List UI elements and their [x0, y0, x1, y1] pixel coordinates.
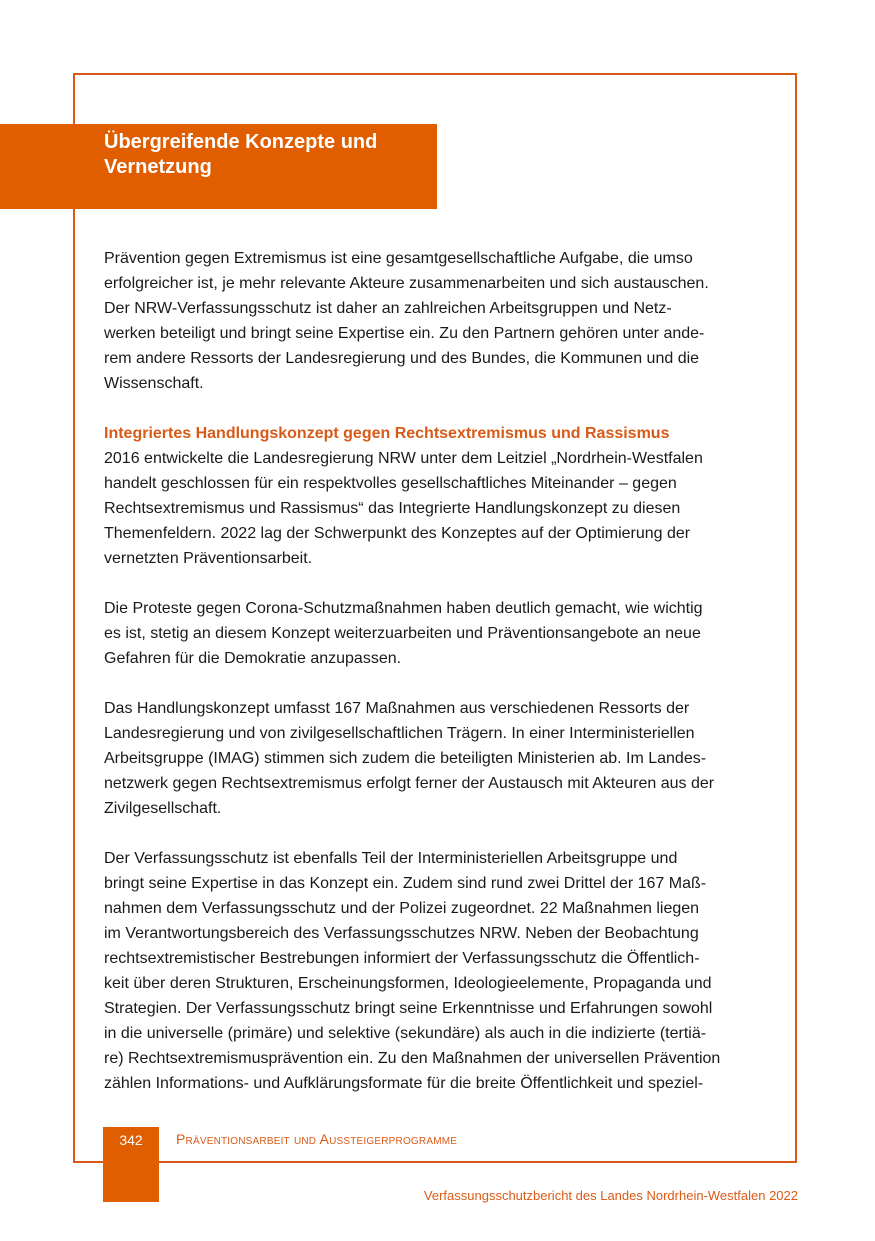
running-section-label: Präventionsarbeit und Aussteigerprogramme — [176, 1131, 458, 1147]
text-line: zählen Informations- und Aufklärungsformate für die breite Öffentlichkeit und speziel- — [104, 1075, 704, 1092]
paragraph-handlungskonzept — [104, 421, 776, 571]
text-line: Zivilgesellschaft. — [104, 800, 222, 817]
text-line: bringt seine Expertise in das Konzept ein. Zudem sind rund zwei Drittel der 167 Maß- — [104, 875, 707, 892]
paragraph-massnahmen — [104, 696, 776, 821]
text-line: Rechtsextremismus und Rassismus“ das Integrierte Handlungskonzept zu diesen — [104, 500, 681, 517]
text-line: Strategien. Der Verfassungsschutz bringt seine Erkenntnisse und Erfahrungen sowohl — [104, 1000, 713, 1017]
text-line: Wissenschaft. — [104, 375, 204, 392]
text-line: Der NRW-Verfassungsschutz ist daher an zahlreichen Arbeitsgruppen und Netz- — [104, 300, 672, 317]
text-line: werken beteiligt und bringt seine Expertise ein. Zu den Partnern gehören unter ande- — [104, 325, 705, 342]
text-line: re) Rechtsextremismusprävention ein. Zu den Maßnahmen der universellen Prävention — [104, 1050, 721, 1067]
page-number: 342 — [119, 1132, 143, 1148]
section-title-line-2: Vernetzung — [104, 156, 212, 178]
text-line: Das Handlungskonzept umfasst 167 Maßnahmen aus verschiedenen Ressorts der — [104, 700, 690, 717]
text-line: netzwerk gegen Rechtsextremismus erfolgt ferner der Austausch mit Akteuren aus der — [104, 775, 715, 792]
text-line: Prävention gegen Extremismus ist eine gesamtgesellschaftliche Aufgabe, die umso — [104, 250, 693, 267]
text-line: im Verantwortungsbereich des Verfassungsschutzes NRW. Neben der Beobachtung — [104, 925, 699, 942]
text-line: nahmen dem Verfassungsschutz und der Polizei zugeordnet. 22 Maßnahmen liegen — [104, 900, 700, 917]
page-number-box — [103, 1127, 159, 1202]
publication-footer: Verfassungsschutzbericht des Landes Nordrhein-Westfalen 2022 — [423, 1188, 798, 1203]
section-title-box — [0, 124, 437, 209]
text-line: Arbeitsgruppe (IMAG) stimmen sich zudem die beteiligten Ministerien ab. Im Landes- — [104, 750, 707, 767]
text-line: Gefahren für die Demokratie anzupassen. — [104, 650, 402, 667]
subheading: Integriertes Handlungskonzept gegen Rechtsextremismus und Rassismus — [104, 425, 670, 442]
paragraph-verfassungsschutz — [104, 846, 776, 1096]
paragraph-intro — [104, 246, 776, 396]
text-line: handelt geschlossen für ein respektvolles gesellschaftliches Miteinander – gegen — [104, 475, 677, 492]
paragraph-proteste — [104, 596, 776, 671]
text-line: erfolgreicher ist, je mehr relevante Akteure zusammenarbeiten und sich austauschen. — [104, 275, 709, 292]
section-title-line-1: Übergreifende Konzepte und — [104, 131, 378, 153]
text-line: es ist, stetig an diesem Konzept weiterzuarbeiten und Präventionsangebote an neue — [104, 625, 701, 642]
text-line: vernetzten Präventionsarbeit. — [104, 550, 313, 567]
text-line: Der Verfassungsschutz ist ebenfalls Teil der Interministeriellen Arbeitsgruppe und — [104, 850, 678, 867]
text-line: Themenfeldern. 2022 lag der Schwerpunkt des Konzeptes auf der Optimierung der — [104, 525, 691, 542]
body-text — [104, 246, 776, 1096]
text-line: rem andere Ressorts der Landesregierung und des Bundes, die Kommunen und die — [104, 350, 700, 367]
text-line: in die universelle (primäre) und selektive (sekundäre) als auch in die indizierte (tertiä- — [104, 1025, 707, 1042]
text-line: 2016 entwickelte die Landesregierung NRW unter dem Leitziel „Nordrhein-Westfalen — [104, 450, 703, 467]
text-line: keit über deren Strukturen, Erscheinungsformen, Ideologieelemente, Propaganda und — [104, 975, 712, 992]
text-line: rechtsextremistischer Bestrebungen informiert der Verfassungsschutz die Öffentlich- — [104, 950, 700, 967]
text-line: Die Proteste gegen Corona-Schutzmaßnahmen haben deutlich gemacht, wie wichtig — [104, 600, 703, 617]
text-line: Landesregierung und von zivilgesellschaftlichen Trägern. In einer Interministeriellen — [104, 725, 695, 742]
section-title — [104, 130, 437, 180]
